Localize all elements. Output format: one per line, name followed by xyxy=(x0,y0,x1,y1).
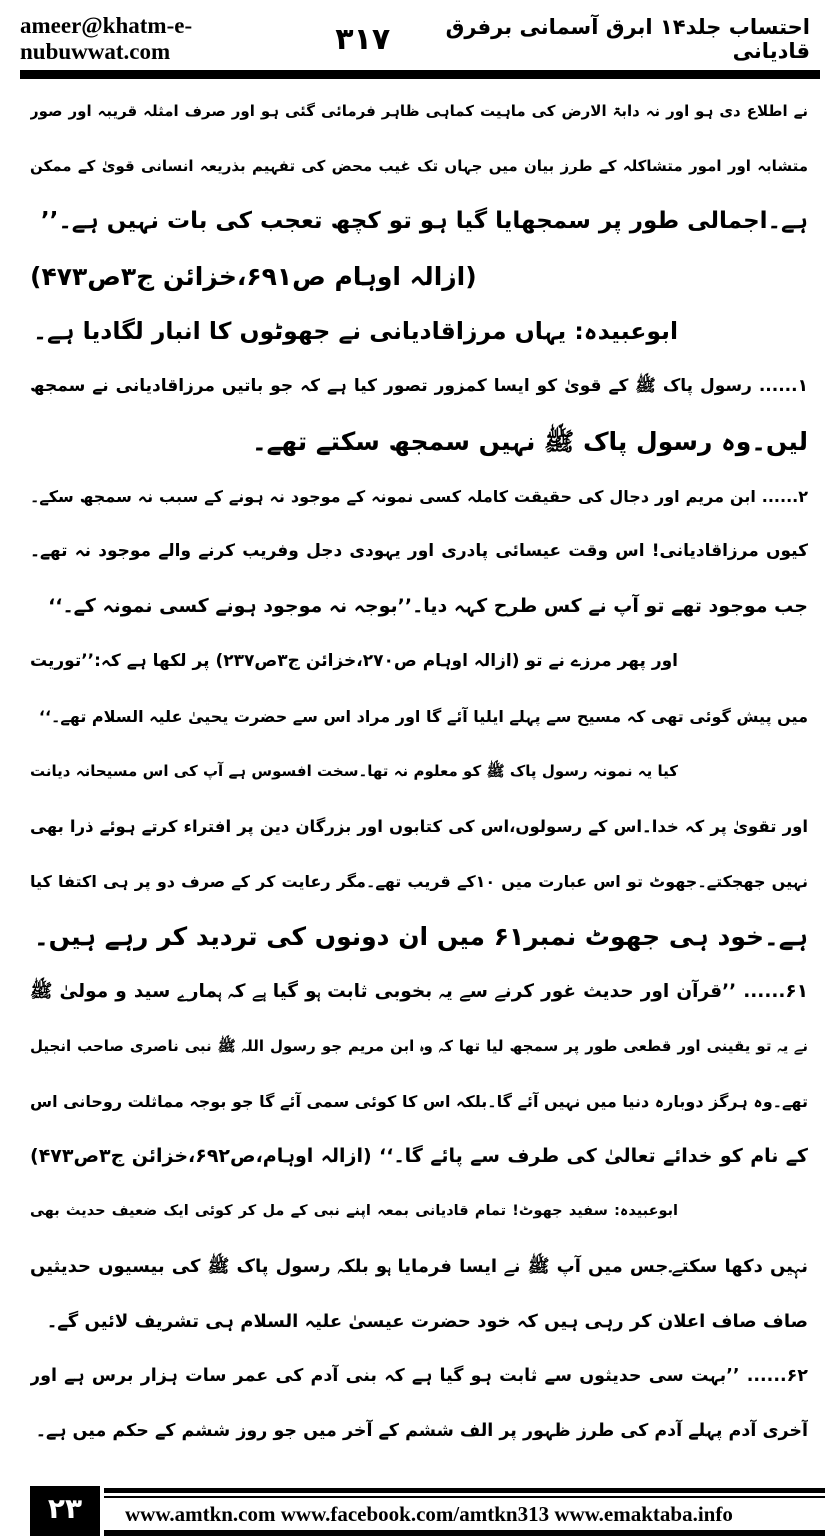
text-line: میں پیش گوئی تھی کہ مسیح سے پہلے ایلیا آئے گا اور مراد اس سے حضرت یحییٰ علیہ السلام تھے۔‘‘ xyxy=(38,707,808,726)
footer-rule xyxy=(104,1488,825,1493)
text-line: نے اطلاع دی ہو اور نہ دابۃ الارض کی ماہیت کماہی ظاہر فرمائی گئی ہو اور صرف امثلہ قریبہ اور صور xyxy=(30,102,808,120)
text-line: ہے۔خود ہی جھوٹ نمبر۶۱ میں ان دونوں کی تردید کر رہے ہیں۔ xyxy=(34,922,808,951)
page-footer xyxy=(30,1486,825,1536)
text-line: اور پھر مرزے نے تو (ازالہ اوہام ص۲۷۰،خزائن ج۳ص۲۳۷) پر لکھا ہے کہ:’’توریت xyxy=(30,651,679,671)
text-line: ہے۔اجمالی طور پر سمجھایا گیا ہو تو کچھ تعجب کی بات نہیں ہے۔’’ xyxy=(40,208,808,234)
text-line: ۶۱...... ’’قرآن اور حدیث غور کرنے سے یہ بخوبی ثابت ہو گیا ہے کہ ہمارے سید و مولیٰ ﷺ xyxy=(30,981,808,1002)
text-line: ۶۲...... ’’بہت سی حدیثوں سے ثابت ہو گیا ہے کہ بنی آدم کی عمر سات ہزار برس ہے اور xyxy=(30,1366,808,1386)
header-email: ameer@khatm-e-nubuwwat.com xyxy=(20,13,193,64)
text-line: لیں۔وہ رسول پاک ﷺ نہیں سمجھ سکتے تھے۔ xyxy=(251,427,808,456)
text-line: کیوں مرزاقادیانی! اس وقت عیسائی پادری اور یہودی دجل وفریب کرنے والے موجود نہ تھے۔ xyxy=(30,541,808,561)
header-page-number: ۳۱۷ xyxy=(335,21,391,57)
text-line: (ازالہ اوہام ص۶۹۱،خزائن ج۳ص۴۷۳) xyxy=(30,262,477,291)
page-header xyxy=(20,14,810,64)
header-book-title: احتساب جلد۱۴ ابرق آسمانی برفرق قادیانی xyxy=(445,15,810,63)
text-line: متشابہ اور امور متشاکلہ کے طرز بیان میں جہاں تک غیب محض کی تفہیم بذریعہ انسانی قویٰ کے ممکن xyxy=(30,157,808,175)
text-line: ابوعبیدہ: سفید جھوٹ! تمام قادیانی بمعہ اپنے نبی کے مل کر کوئی ایک ضعیف حدیث بھی xyxy=(30,1203,678,1219)
footer-links: www.amtkn.com www.facebook.com/amtkn313 www.emaktaba.info xyxy=(125,1502,733,1526)
text-line: آخری آدم پہلے آدم کی طرز ظہور پر الف ششم کے آخر میں جو روز ششم کے حکم میں ہے۔ xyxy=(35,1421,808,1441)
text-line: نہیں جھجکتے۔جھوٹ تو اس عبارت میں ۱۰کے قریب تھے۔مگر رعایت کر کے صرف دو پر ہی اکتفا کیا xyxy=(30,872,808,891)
text-line: ابوعبیدہ: یہاں مرزاقادیانی نے جھوٹوں کا انبار لگادیا ہے۔ xyxy=(33,317,678,345)
page-body xyxy=(30,84,808,1459)
text-line: کے نام کو خدائے تعالیٰ کی طرف سے پائے گا۔‘‘ (ازالہ اوہام،ص۶۹۲،خزائن ج۳ص۴۷۳) xyxy=(30,1145,808,1167)
text-line: اور تقویٰ پر کہ خدا۔اس کے رسولوں،اس کی کتابوں اور بزرگان دین پر افتراء کرتے ہوئے ذرا بھی xyxy=(30,817,808,836)
footer-rule-thin xyxy=(104,1496,825,1498)
text-line: تھے۔وہ ہرگز دوبارہ دنیا میں نہیں آئے گا۔بلکہ اس کا کوئی سمی آئے گا جو بوجہ مماثلت روحانی اس xyxy=(30,1092,808,1111)
footer-page-number: ۲۳ xyxy=(30,1486,100,1536)
text-line: جب موجود تھے تو آپ نے کس طرح کہہ دیا۔’’بوجہ نہ موجود ہونے کسی نمونہ کے۔‘‘ xyxy=(48,595,808,617)
text-line: نہیں دکھا سکتے۔جس میں آپ ﷺ نے ایسا فرمایا ہو بلکہ رسول پاک ﷺ کی بیسیوں حدیثیں xyxy=(30,1256,808,1277)
text-line: کیا یہ نمونہ رسول پاک ﷺ کو معلوم نہ تھا۔سخت افسوس ہے آپ کی اس مسیحانہ دیانت xyxy=(30,762,678,780)
text-line: ۲...... ابن مریم اور دجال کی حقیقت کاملہ کسی نمونہ کے موجود نہ ہونے کے سبب نہ سمجھ سکے۔ xyxy=(30,487,808,506)
footer-band xyxy=(104,1530,825,1536)
text-line: ۱...... رسول پاک ﷺ کے قویٰ کو ایسا کمزور تصور کیا ہے کہ جو باتیں مرزاقادیانی نے سمجھ xyxy=(30,376,808,396)
text-line: نے یہ تو یقینی اور قطعی طور پر سمجھ لیا تھا کہ وہ ابن مریم جو رسول اللہ ﷺ نبی ناصری صاحب انجیل xyxy=(30,1037,808,1055)
header-rule xyxy=(20,70,820,79)
text-line: صاف صاف اعلان کر رہی ہیں کہ خود حضرت عیسیٰ علیہ السلام ہی تشریف لائیں گے۔ xyxy=(46,1311,808,1332)
